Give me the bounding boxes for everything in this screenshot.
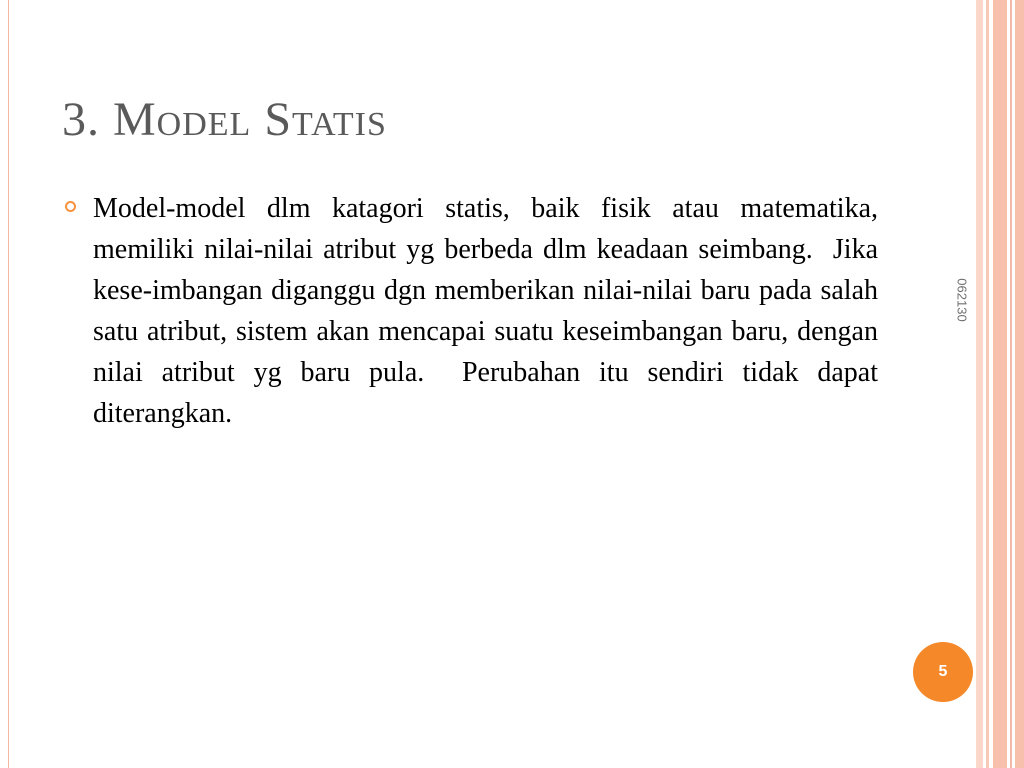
right-stripe-2 xyxy=(986,0,989,768)
left-frame-line xyxy=(8,0,9,768)
date-label: 062130 xyxy=(954,278,970,322)
bullet-item xyxy=(62,188,885,434)
slide-title: 3. Model Statis xyxy=(62,93,387,146)
right-stripe-4 xyxy=(1010,0,1012,768)
right-stripe-5 xyxy=(1015,0,1024,768)
right-stripe-1 xyxy=(976,0,983,768)
right-stripe-3 xyxy=(993,0,1007,768)
bullet-circle-icon xyxy=(65,201,76,212)
page-number-badge: 5 xyxy=(913,642,973,702)
bullet-text: Model-model dlm katagori statis, baik fisik atau matematika, memiliki nilai-nilai atribut yg berbeda dlm keadaan seimbang. Jika kese-imbangan diganggu dgn memberikan nilai-nilai baru pada salah satu atribut, sistem akan mencapai suatu keseimbangan baru, dengan nilai atribut yg baru pula. Perubahan itu sendiri tidak dapat diterangkan. xyxy=(93,193,885,429)
right-frame-stripes xyxy=(976,0,1024,768)
